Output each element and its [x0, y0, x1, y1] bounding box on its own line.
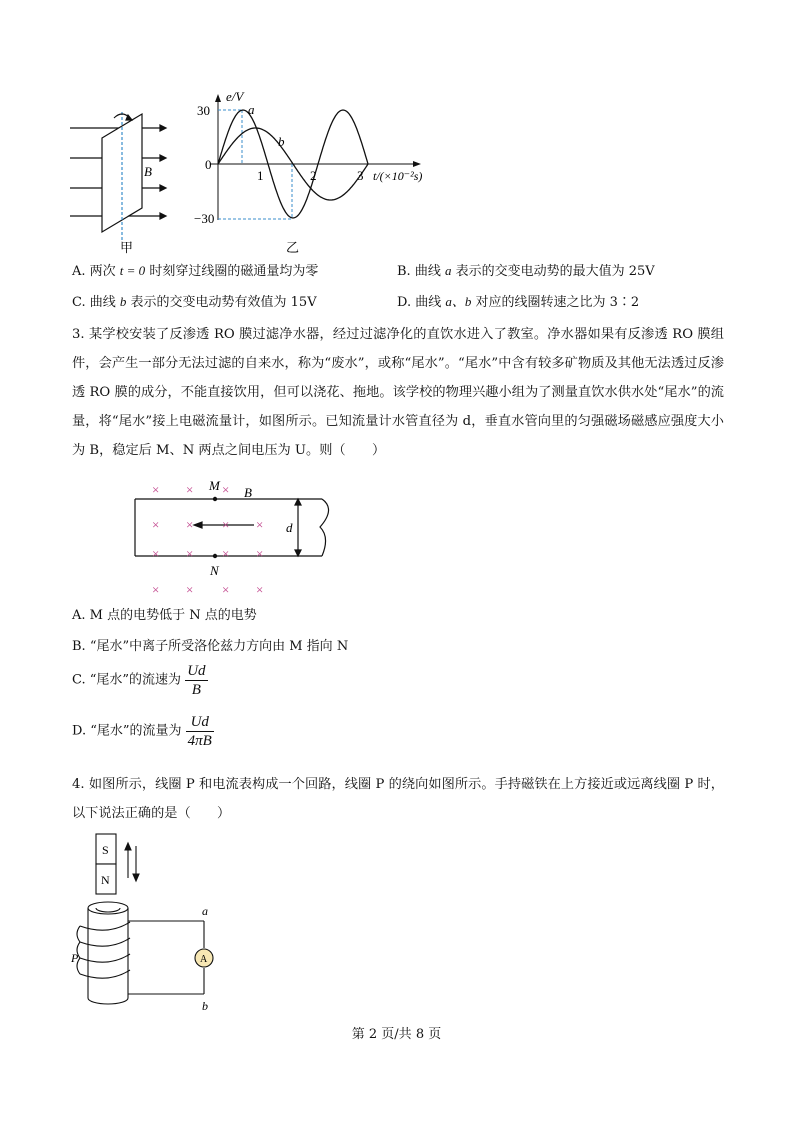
x-tick-1: 1 — [257, 168, 264, 183]
q4-stem: 4. 如图所示，线圈 P 和电流表构成一个回路，线圈 P 的绕向如图所示。手持磁铁在上方接近或远离线圈 P 时，以下说法正确的是（ ） — [72, 777, 724, 821]
y-tick-30: 30 — [197, 103, 210, 118]
q2-option-d-label: D. 曲线 — [397, 295, 442, 310]
q2-option-a-math: t = 0 — [119, 263, 146, 278]
emf-graph — [210, 94, 421, 220]
curve-a-label: a — [248, 102, 255, 117]
q2-option-c[interactable] — [72, 293, 317, 312]
terminal-b-label: b — [202, 999, 208, 1013]
q2-option-d[interactable] — [397, 293, 639, 312]
y-tick-neg30: −30 — [194, 211, 215, 226]
field-cross-mark: × — [256, 546, 264, 561]
q3-option-d[interactable] — [72, 713, 214, 750]
coil-p-label: P — [71, 951, 79, 965]
ammeter-icon: A — [200, 954, 208, 965]
q2-option-c-label: C. 曲线 — [72, 295, 116, 310]
q2-option-d-text: 对应的线圈转速之比为 3∶2 — [475, 295, 640, 310]
y-axis-label: e/V — [226, 89, 244, 104]
field-cross-mark: × — [222, 517, 230, 532]
q2-option-b-text: 表示的交变电动势的最大值为 25V — [455, 264, 655, 279]
page-footer: 第 2 页/共 8 页 — [351, 1027, 442, 1042]
field-cross-mark: × — [222, 546, 230, 561]
flowmeter-n-label: N — [210, 563, 219, 578]
q3-option-d-label: D. “尾水”的流量为 — [72, 723, 182, 739]
terminal-a-label: a — [202, 904, 208, 918]
field-cross-mark: × — [186, 546, 194, 561]
q3-option-c-fraction — [185, 662, 207, 699]
field-cross-mark: × — [256, 582, 264, 597]
y-tick-0: 0 — [205, 157, 212, 172]
field-cross-mark: × — [186, 582, 194, 597]
q3-option-d-fraction — [186, 713, 214, 750]
field-cross-mark: × — [222, 482, 230, 497]
x-axis-label: t/(×10⁻²s) — [373, 169, 423, 183]
q3-option-c[interactable] — [72, 662, 208, 699]
x-tick-2: 2 — [310, 168, 317, 183]
q2-option-a-text: 时刻穿过线圈的磁通量均为零 — [149, 264, 319, 279]
magnet-s-label: S — [102, 843, 109, 857]
q3-option-c-label: C. “尾水”的流速为 — [72, 672, 182, 688]
field-cross-mark: × — [186, 517, 194, 532]
q2-option-a-label: A. 两次 — [72, 264, 116, 279]
q2-option-b[interactable] — [397, 262, 655, 281]
q3-stem: 3. 某学校安装了反渗透 RO 膜过滤净水器，经过过滤净化的直饮水进入了教室。净水器如果有反渗透 RO 膜组件，会产生一部分无法过滤的自来水，称为“废水”，或称“尾水”。“尾水”中含有较多矿物质及其他无法透过反渗透 RO 膜的成分，不能直接饮用，但可以浇花、拖地。该学校的物理兴趣小组为了测量直饮水供水处“尾水”的流量，将“尾水”接上电磁流量计，如图所示。已知流量计水管直径为 d，垂直水管向里的匀强磁场磁感应强度大小为 B，稳定后 M、N 两点之间电压为 U。则（ ） — [72, 327, 724, 458]
field-cross-mark: × — [186, 482, 194, 497]
fraction-numerator: Ud — [186, 713, 214, 732]
field-cross-mark: × — [152, 582, 160, 597]
flowmeter-d-label: d — [286, 520, 293, 535]
field-cross-mark: × — [152, 517, 160, 532]
magnet-n-label: N — [101, 873, 110, 887]
field-cross-mark: × — [152, 546, 160, 561]
field-cross-mark: × — [222, 582, 230, 597]
field-cross-mark: × — [256, 517, 264, 532]
q2-option-c-var: b — [119, 294, 127, 309]
fraction-numerator: Ud — [187, 663, 206, 679]
figure-1 — [60, 82, 460, 260]
coil-circuit-figure — [66, 826, 236, 1016]
q2-option-c-text: 表示的交变电动势有效值为 15V — [130, 295, 317, 310]
q2-option-b-label: B. 曲线 — [397, 264, 441, 279]
q2-option-b-var: a — [444, 263, 452, 278]
fraction-denominator: B — [191, 682, 201, 698]
q3-option-b[interactable]: B. “尾水”中离子所受洛伦兹力方向由 M 指向 N — [72, 639, 349, 654]
q3-option-a[interactable]: A. M 点的电势低于 N 点的电势 — [72, 608, 257, 623]
fraction-denominator: 4πB — [187, 733, 212, 749]
figure-left-label: 甲 — [120, 240, 134, 255]
figure-right-label: 乙 — [286, 240, 300, 255]
q2-option-a[interactable] — [72, 262, 318, 281]
field-cross-mark: × — [152, 482, 160, 497]
flowmeter-b-label: B — [244, 485, 252, 500]
x-tick-3: 3 — [357, 168, 364, 183]
q2-option-d-var: a、b — [445, 294, 472, 309]
curve-b-label: b — [278, 134, 285, 149]
flowmeter-figure — [130, 472, 360, 600]
field-b-label: B — [144, 164, 152, 179]
flowmeter-m-label: M — [209, 478, 220, 493]
